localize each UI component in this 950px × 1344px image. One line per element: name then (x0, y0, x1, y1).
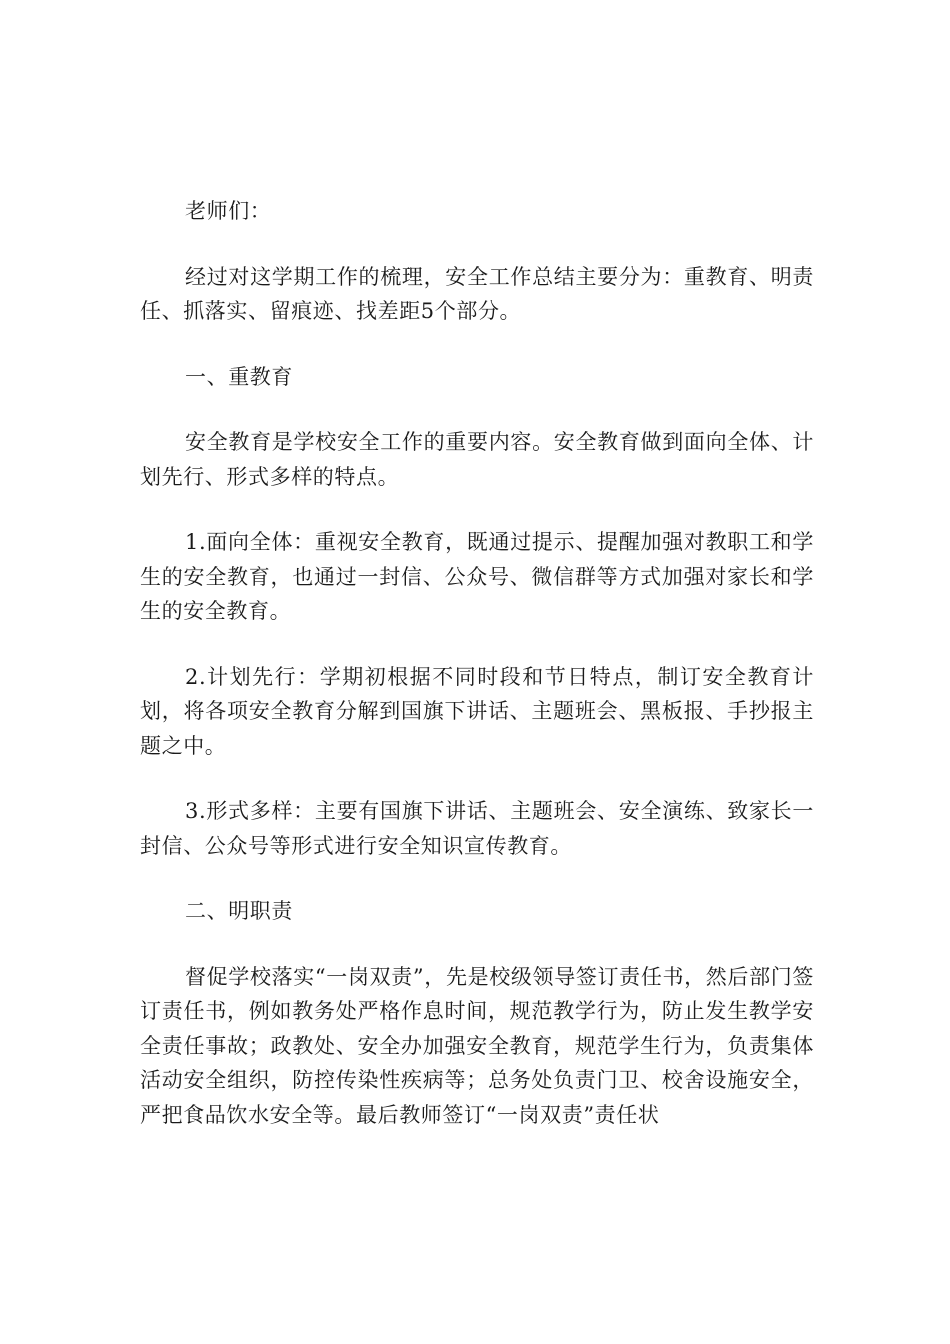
intro-paragraph: 经过对这学期工作的梳理，安全工作总结主要分为：重教育、明责任、抓落实、留痕迹、找差距5个部分。 (140, 264, 814, 323)
document-body (140, 194, 814, 1163)
salutation: 老师们： (185, 199, 272, 223)
education-paragraph: 安全教育是学校安全工作的重要内容。安全教育做到面向全体、计划先行、形式多样的特点。 (140, 430, 814, 489)
section-heading-duties: 二、明职责 (185, 899, 293, 923)
point-1-paragraph: 1.面向全体：重视安全教育，既通过提示、提醒加强对教职工和学生的安全教育，也通过一封信、公众号、微信群等方式加强对家长和学生的安全教育。 (140, 530, 814, 623)
section-heading-education: 一、重教育 (185, 364, 293, 389)
point-2-paragraph: 2.计划先行：学期初根据不同时段和节日特点，制订安全教育计划，将各项安全教育分解到国旗下讲话、主题班会、黑板报、手抄报主题之中。 (140, 664, 814, 758)
point-3-paragraph: 3.形式多样：主要有国旗下讲话、主题班会、安全演练、致家长一封信、公众号等形式进行安全知识宣传教育。 (140, 799, 814, 858)
duties-paragraph: 督促学校落实“一岗双责”，先是校级领导签订责任书，然后部门签订责任书，例如教务处严格作息时间，规范教学行为，防止发生教学安全责任事故；政教处、安全办加强安全教育，规范学生行为，负责集体活动安全组织，防控传染性疾病等；总务处负责门卫、校舍设施安全，严把食品饮水安全等。最后教师签订“一岗双责”责任状 (140, 964, 814, 1127)
